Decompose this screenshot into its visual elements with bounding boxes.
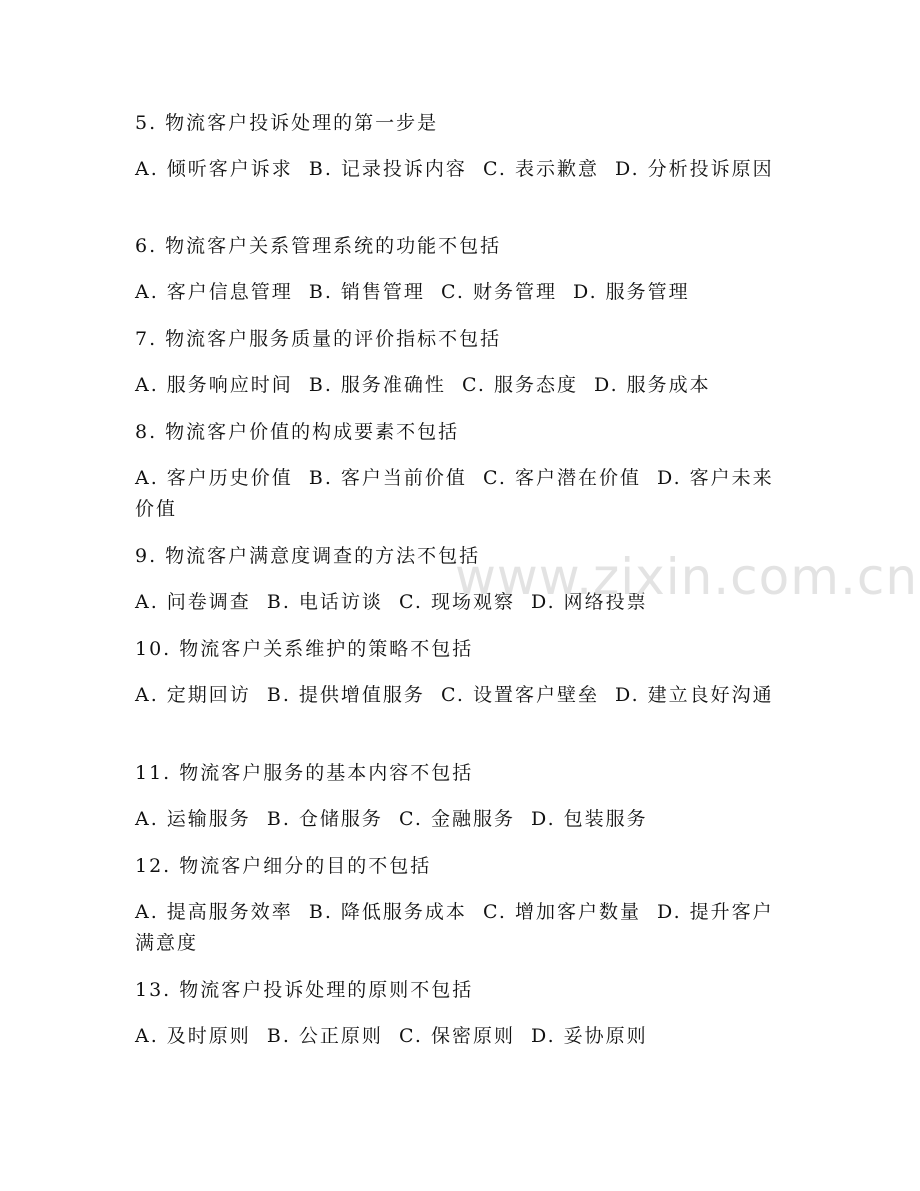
- question-8-text: 8. 物流客户价值的构成要素不包括: [135, 421, 460, 443]
- question-10-text: 10. 物流客户关系维护的策略不包括: [135, 638, 474, 660]
- question-10-options: A. 定期回访 B. 提供增值服务 C. 设置客户壁垒 D. 建立良好沟通: [135, 684, 774, 706]
- question-9-text: 9. 物流客户满意度调查的方法不包括: [135, 545, 481, 567]
- watermark-text: www.zixin.com.cn: [455, 548, 919, 606]
- question-8-options: A. 客户历史价值 B. 客户当前价值 C. 客户潜在价值 D. 客户未来价值: [135, 467, 774, 520]
- question-11-text: 11. 物流客户服务的基本内容不包括: [135, 762, 474, 784]
- question-5-text: 5. 物流客户投诉处理的第一步是: [135, 112, 439, 134]
- question-7-text: 7. 物流客户服务质量的评价指标不包括: [135, 328, 502, 350]
- question-11-options: A. 运输服务 B. 仓储服务 C. 金融服务 D. 包装服务: [135, 808, 648, 830]
- question-12-options: A. 提高服务效率 B. 降低服务成本 C. 增加客户数量 D. 提升客户满意度: [135, 901, 774, 954]
- question-6-options: A. 客户信息管理 B. 销售管理 C. 财务管理 D. 服务管理: [135, 281, 690, 303]
- question-6-text: 6. 物流客户关系管理系统的功能不包括: [135, 235, 502, 257]
- question-5-options: A. 倾听客户诉求 B. 记录投诉内容 C. 表示歉意 D. 分析投诉原因: [135, 158, 774, 180]
- question-12-text: 12. 物流客户细分的目的不包括: [135, 855, 432, 877]
- question-13-text: 13. 物流客户投诉处理的原则不包括: [135, 979, 474, 1001]
- question-9-options: A. 问卷调查 B. 电话访谈 C. 现场观察 D. 网络投票: [135, 591, 648, 613]
- question-7-options: A. 服务响应时间 B. 服务准确性 C. 服务态度 D. 服务成本: [135, 374, 711, 396]
- question-13-options: A. 及时原则 B. 公正原则 C. 保密原则 D. 妥协原则: [135, 1025, 648, 1047]
